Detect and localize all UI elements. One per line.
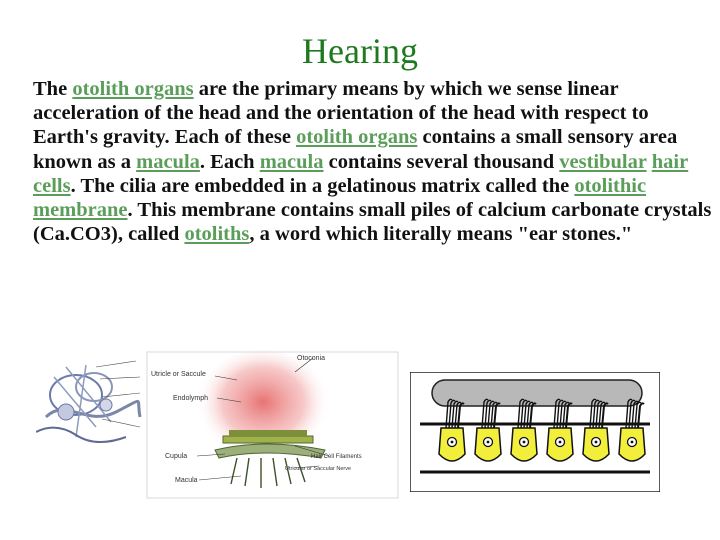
label-endolymph: Endolymph (173, 395, 209, 402)
hair-cells-illustration (410, 372, 660, 492)
glossary-link[interactable]: otoliths (184, 223, 250, 246)
body-text-segment: contains several thousand (323, 150, 560, 173)
glossary-link[interactable]: otolith organs (72, 78, 194, 100)
body-text-segment: . This membrane contains small piles of calcium carbonate crystals (Ca.CO3), called (33, 199, 712, 246)
label-otoconia: Otoconia (297, 355, 326, 362)
glossary-link[interactable]: hair cells (33, 150, 689, 197)
body-text-segment: are the primary means by which we sense linear acceleration of the head and the orientation of the head with respect to Earth's gravity. Each of these (33, 78, 649, 149)
label-hair-cell-filaments: Hair Cell Filaments (311, 454, 362, 460)
body-text-segment: The (33, 78, 73, 100)
macula-diagram (145, 350, 400, 500)
label-utricle: Utricle or Saccule (151, 371, 206, 378)
body-text-segment: . Each (199, 150, 260, 173)
glossary-link[interactable]: vestibular (559, 150, 647, 173)
glossary-link[interactable]: otolithic membrane (33, 174, 647, 222)
glossary-link[interactable]: macula (259, 150, 324, 173)
body-paragraph (33, 77, 713, 246)
glossary-link[interactable]: macula (136, 150, 200, 173)
body-text-segment: contains a small sensory area known as a (33, 126, 678, 173)
label-cupula: Cupula (165, 453, 188, 460)
glossary-link[interactable]: otolith organs (296, 126, 418, 149)
label-macula: Macula (175, 477, 198, 484)
otolithic-membrane (432, 380, 642, 406)
body-text-segment: , a word which literally means "ear stones." (249, 223, 633, 246)
slide-title: Hearing (302, 31, 418, 71)
ear-anatomy-illustration (36, 357, 144, 447)
body-text-segment: . The cilia are embedded in a gelatinous matrix called the (70, 174, 575, 197)
label-nerve: Utricular or Saccular Nerve (285, 466, 352, 472)
